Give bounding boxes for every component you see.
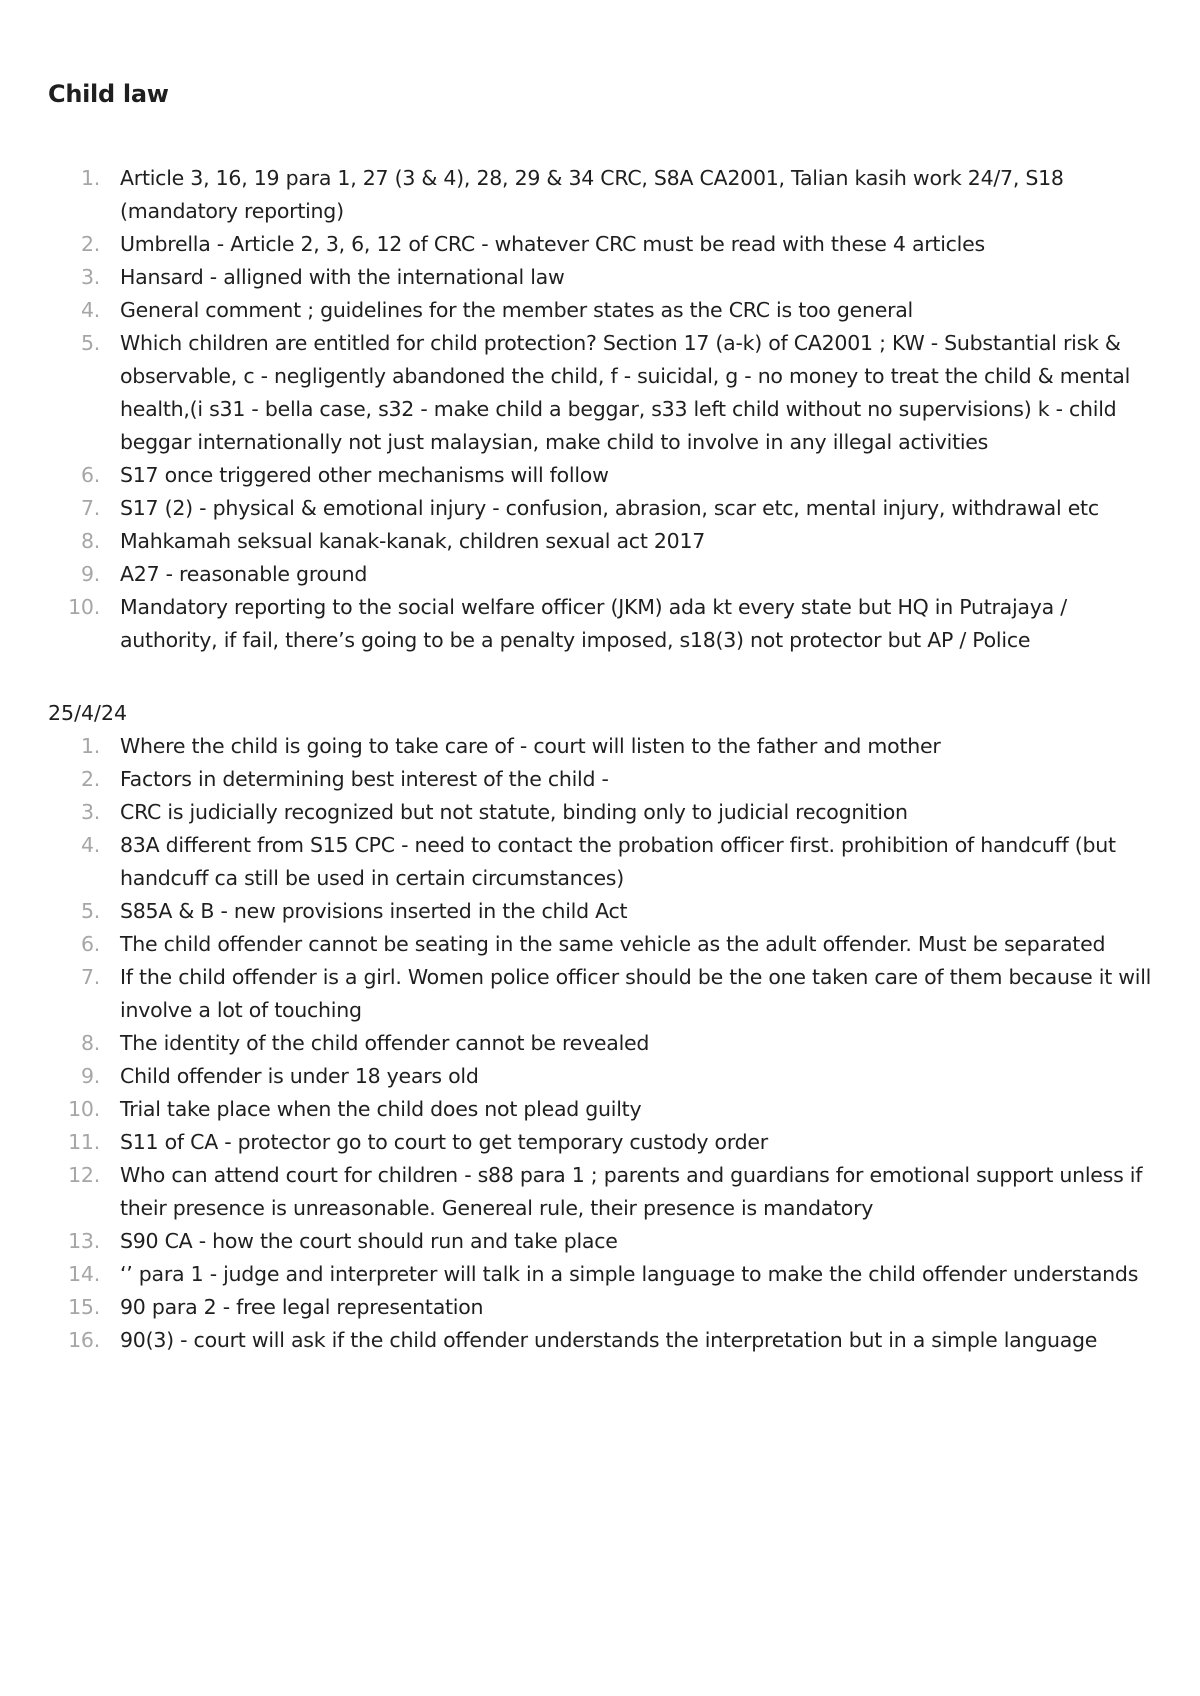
list-item [48,829,1168,895]
list-item-number: 7. [80,496,100,520]
list-item-number: 7. [80,965,100,989]
list-item-number: 8. [80,1031,100,1055]
list-item-text: Hansard - alligned with the international law [120,265,565,289]
list-item [48,228,1168,261]
list-item [48,525,1168,558]
list-item-text: The identity of the child offender cannot be revealed [120,1031,650,1055]
list-item-number: 1. [80,734,100,758]
list-item-text: ‘’ para 1 - judge and interpreter will talk in a simple language to make the child offender understands [120,1262,1139,1286]
list-item-text: General comment ; guidelines for the member states as the CRC is too general [120,298,914,322]
list-item-text: Umbrella - Article 2, 3, 6, 12 of CRC - whatever CRC must be read with these 4 articles [120,232,985,256]
list-item-number: 12. [68,1163,100,1187]
list-item [48,492,1168,525]
list-item-text: Trial take place when the child does not plead guilty [120,1097,642,1121]
list-item-text: S85A & B - new provisions inserted in the child Act [120,899,628,923]
list-item [48,459,1168,492]
list-item-text: A27 - reasonable ground [120,562,368,586]
list-item [48,1291,1168,1324]
list-item-number: 15. [68,1295,100,1319]
list-item-number: 16. [68,1328,100,1352]
list-item-number: 11. [68,1130,100,1154]
list-item-number: 5. [80,331,100,355]
list-item [48,763,1168,796]
list-item-text: Which children are entitled for child protection? Section 17 (a-k) of CA2001 ; KW - Substantial risk & observable, c - negligently abandoned the child, f - suicidal, g - no money to treat the child & mental health,(i s31 - bella case, s32 - make child a beggar, s33 left child without no supervisions) k - child beggar internationally not just malaysian, make child to involve in any illegal activities [120,331,1131,454]
list-item [48,261,1168,294]
list-item-number: 6. [80,463,100,487]
list-item [48,796,1168,829]
section-date: 25/4/24 [48,701,128,725]
list-item-number: 6. [80,932,100,956]
list-item-text: Factors in determining best interest of the child - [120,767,609,791]
list-item [48,928,1168,961]
list-item-text: S17 (2) - physical & emotional injury - confusion, abrasion, scar etc, mental injury, withdrawal etc [120,496,1099,520]
list-item-text: CRC is judicially recognized but not statute, binding only to judicial recognition [120,800,908,824]
list-item-text: If the child offender is a girl. Women police officer should be the one taken care of them because it will involve a lot of touching [120,965,1152,1022]
list-item-text: The child offender cannot be seating in the same vehicle as the adult offender. Must be separated [120,932,1106,956]
list-item-number: 3. [80,265,100,289]
list-item-text: Who can attend court for children - s88 para 1 ; parents and guardians for emotional support unless if their presence is unreasonable. Genereal rule, their presence is mandatory [120,1163,1143,1220]
list-item [48,895,1168,928]
list-item-number: 10. [68,595,100,619]
list-item-number: 8. [80,529,100,553]
list-item [48,591,1168,657]
list-item [48,730,1168,763]
list-item-text: Mandatory reporting to the social welfare officer (JKM) ada kt every state but HQ in Putrajaya / authority, if fail, there’s going to be a penalty imposed, s18(3) not protector but AP / Police [120,595,1067,652]
list-item [48,1060,1168,1093]
list-item-text: Where the child is going to take care of - court will listen to the father and mother [120,734,941,758]
list-item [48,294,1168,327]
list-item-number: 9. [80,1064,100,1088]
list-item-number: 14. [68,1262,100,1286]
list-item-text: Mahkamah seksual kanak-kanak, children sexual act 2017 [120,529,706,553]
list-item-text: 90 para 2 - free legal representation [120,1295,484,1319]
list-item-number: 4. [80,298,100,322]
list-item-number: 9. [80,562,100,586]
list-item-number: 13. [68,1229,100,1253]
list-item [48,1093,1168,1126]
list-item [48,1027,1168,1060]
list-item-text: S90 CA - how the court should run and take place [120,1229,618,1253]
list-item [48,1225,1168,1258]
list-item [48,961,1168,1027]
list-item-number: 3. [80,800,100,824]
list-item [48,1126,1168,1159]
list-item [48,327,1168,459]
list-item [48,1159,1168,1225]
list-item-number: 5. [80,899,100,923]
list-item-number: 2. [80,232,100,256]
list-item-number: 4. [80,833,100,857]
list-item [48,558,1168,591]
page-title: Child law [48,80,169,108]
list-item-text: 90(3) - court will ask if the child offender understands the interpretation but in a simple language [120,1328,1098,1352]
list-item-text: S17 once triggered other mechanisms will follow [120,463,609,487]
list-item-text: 83A different from S15 CPC - need to contact the probation officer first. prohibition of handcuff (but handcuff ca still be used in certain circumstances) [120,833,1116,890]
notes-list-section-1 [48,162,1168,657]
list-item-text: S11 of CA - protector go to court to get temporary custody order [120,1130,768,1154]
list-item [48,162,1168,228]
document-page [48,78,1168,1357]
notes-list-section-2 [48,730,1168,1357]
list-item-number: 10. [68,1097,100,1121]
list-item-text: Article 3, 16, 19 para 1, 27 (3 & 4), 28, 29 & 34 CRC, S8A CA2001, Talian kasih work 24/7, S18 (mandatory reporting) [120,166,1064,223]
list-item-number: 2. [80,767,100,791]
list-item-number: 1. [80,166,100,190]
list-item [48,1324,1168,1357]
list-item [48,1258,1168,1291]
list-item-text: Child offender is under 18 years old [120,1064,479,1088]
